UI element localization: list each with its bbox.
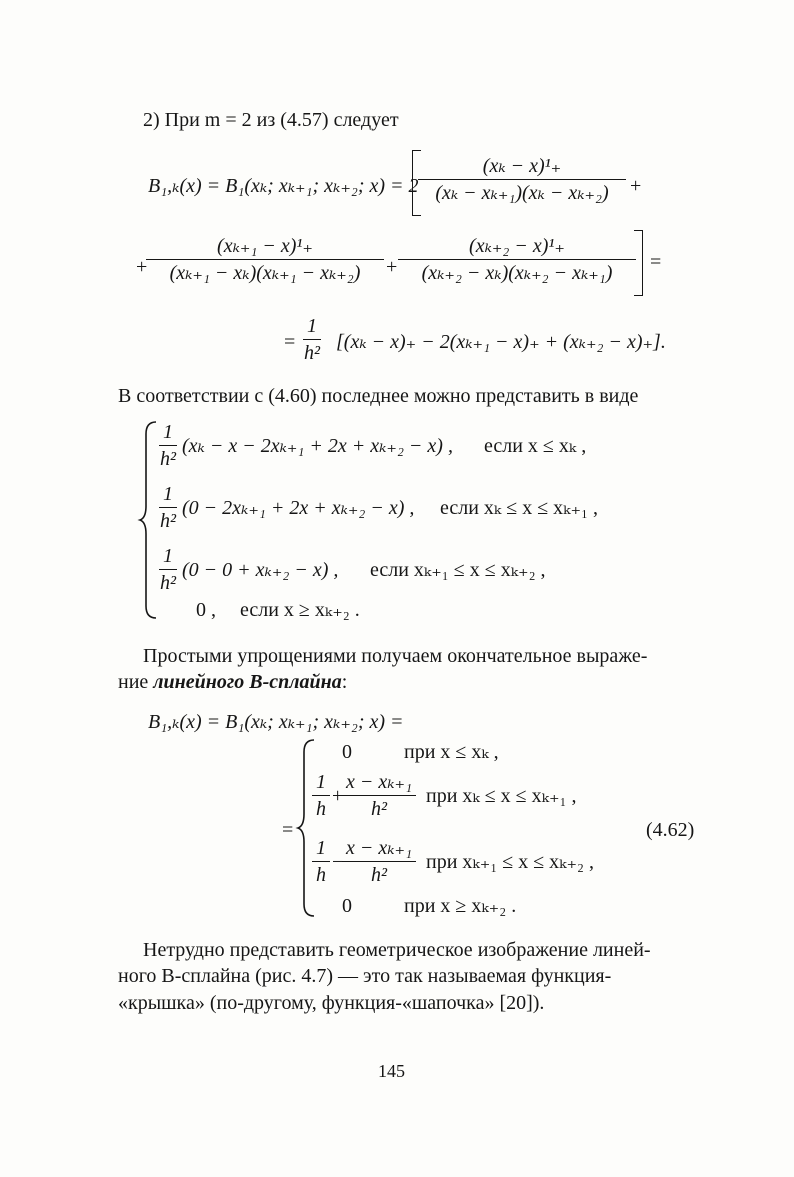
numerator: 1 xyxy=(303,316,321,340)
emphasis-term: линейного B-сплайна xyxy=(153,671,342,693)
system1-cond: если x ≥ xₖ₊₂ . xyxy=(240,599,360,621)
numerator: (xₖ₊₂ − x)¹₊ xyxy=(398,236,636,260)
curly-brace xyxy=(298,738,316,918)
system1-expr: 0 , xyxy=(196,599,216,621)
denominator: h² xyxy=(160,510,176,532)
fraction-3 xyxy=(402,236,632,283)
intro-line: 2) При m = 2 из (4.57) следует xyxy=(143,109,399,131)
paragraph-1: В соответствии с (4.60) последнее можно представить в виде xyxy=(118,385,639,407)
denominator: h² xyxy=(371,798,388,820)
fraction-2 xyxy=(150,236,380,283)
fraction-1 xyxy=(422,156,622,203)
numerator: x − xₖ₊₁ xyxy=(342,838,416,862)
numerator: 1 xyxy=(312,838,330,862)
fraction xyxy=(342,838,416,885)
numerator: (xₖ − x)¹₊ xyxy=(418,156,626,180)
eq1-result: [(xₖ − x)₊ − 2(xₖ₊₁ − x)₊ + (xₖ₊₂ − x)₊]. xyxy=(336,331,666,353)
denominator: (xₖ − xₖ₊₁)(xₖ − xₖ₊₂) xyxy=(435,182,609,204)
one-over-h2 xyxy=(300,316,324,363)
one-over-h2 xyxy=(156,484,180,531)
system1-expr: (0 − 2xₖ₊₁ + 2x + xₖ₊₂ − x) , xyxy=(182,497,415,519)
numerator: (xₖ₊₁ − x)¹₊ xyxy=(146,236,384,260)
fraction xyxy=(342,772,416,819)
denominator: h² xyxy=(304,342,320,364)
equals-sign: = xyxy=(282,819,294,841)
system1-expr: (0 − 0 + xₖ₊₂ − x) , xyxy=(182,559,339,581)
numerator: 1 xyxy=(159,484,177,508)
equals-sign: = xyxy=(650,251,662,273)
denominator: (xₖ₊₂ − xₖ)(xₖ₊₂ − xₖ₊₁) xyxy=(421,262,613,284)
eq2-row-expr: 0 xyxy=(342,741,352,763)
eq2-row-cond: при xₖ ≤ x ≤ xₖ₊₁ , xyxy=(426,785,577,807)
paragraph-3-line-3: «крышка» (по-другому, функция-«шапочка» [20]). xyxy=(118,992,545,1014)
denominator: h xyxy=(316,798,326,820)
text: ние xyxy=(118,671,154,693)
denominator: h² xyxy=(160,448,176,470)
plus-sign: + xyxy=(386,256,398,278)
equation-number: (4.62) xyxy=(646,819,695,841)
one-over-h xyxy=(312,838,330,885)
operator: + xyxy=(332,785,344,807)
paragraph-2-line-1: Простыми упрощениями получаем окончательное выраже- xyxy=(143,645,648,667)
eq2-lhs: B₁,ₖ(x) = B₁(xₖ; xₖ₊₁; xₖ₊₂; x) = xyxy=(148,711,404,733)
paragraph-3-line-1: Нетрудно представить геометрическое изображение линей- xyxy=(143,939,651,961)
one-over-h2 xyxy=(156,422,180,469)
numerator: 1 xyxy=(159,546,177,570)
one-over-h xyxy=(312,772,330,819)
eq2-row-cond: при x ≥ xₖ₊₂ . xyxy=(404,895,517,917)
eq2-row-cond: при x ≤ xₖ , xyxy=(404,741,499,763)
page-number: 145 xyxy=(378,1061,405,1081)
paragraph-3-line-2: ного B-сплайна (рис. 4.7) — это так называемая функция- xyxy=(118,965,612,987)
numerator: 1 xyxy=(159,422,177,446)
numerator: 1 xyxy=(312,772,330,796)
denominator: h² xyxy=(371,864,388,886)
numerator: x − xₖ₊₁ xyxy=(342,772,416,796)
one-over-h2 xyxy=(156,546,180,593)
eq2-row-cond: при xₖ₊₁ ≤ x ≤ xₖ₊₂ , xyxy=(426,851,595,873)
eq1-lhs: B₁,ₖ(x) = B₁(xₖ; xₖ₊₁; xₖ₊₂; x) = 2 xyxy=(148,175,419,197)
equals-sign: = xyxy=(284,331,296,353)
plus-sign: + xyxy=(136,256,148,278)
text: : xyxy=(341,671,348,693)
denominator: h² xyxy=(160,572,176,594)
paragraph-2-line-2 xyxy=(118,672,347,692)
denominator: h xyxy=(316,864,326,886)
system1-expr: (xₖ − x − 2xₖ₊₁ + 2x + xₖ₊₂ − x) , xyxy=(182,435,453,457)
system1-cond: если xₖ₊₁ ≤ x ≤ xₖ₊₂ , xyxy=(370,559,546,581)
right-bracket xyxy=(634,230,643,296)
system1-cond: если xₖ ≤ x ≤ xₖ₊₁ , xyxy=(440,497,599,519)
eq2-row-expr: 0 xyxy=(342,895,352,917)
operator: − xyxy=(332,851,344,873)
plus-sign: + xyxy=(630,175,642,197)
system1-cond: если x ≤ xₖ , xyxy=(484,435,587,457)
denominator: (xₖ₊₁ − xₖ)(xₖ₊₁ − xₖ₊₂) xyxy=(169,262,361,284)
